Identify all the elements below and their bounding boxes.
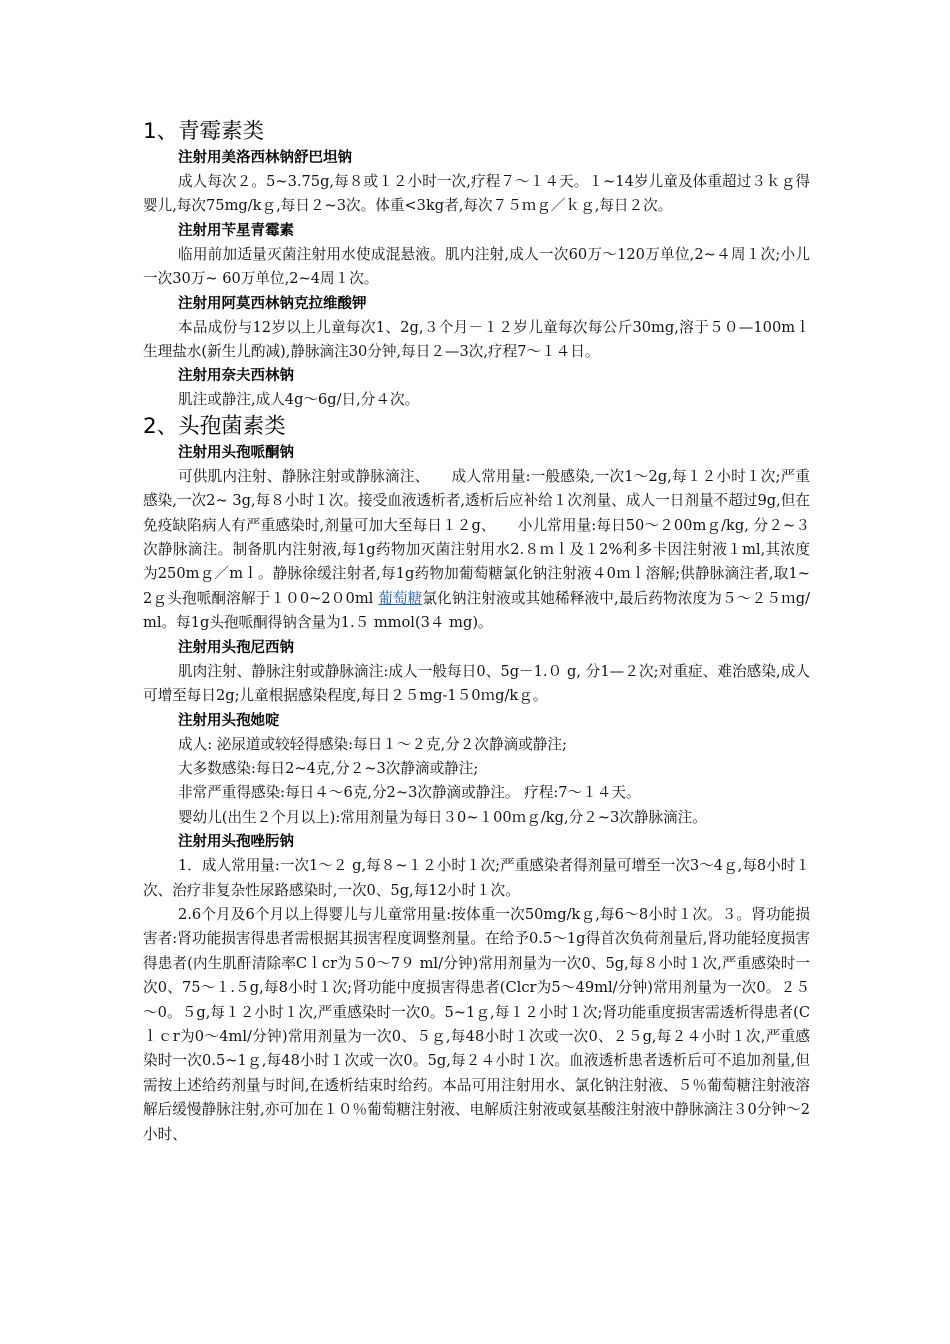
dosage-paragraph-children-renal: 2.6个月及6个月以上得婴儿与儿童常用量:按体重一次50mg/kｇ,每6～8小时１次。３。肾功能损害者:肾功能损害得患者需根据其损害程度调整剂量。在给予0.5～1g得首次负荷剂量后,肾功能轻度损害得患者(内生肌酐清除率Cｌcr为５0～7９ ml/分钟)常用剂量为一次0、5g,每８小时１次,严重感染时一次0、75～１.５g,每8小时１次;肾功能中度损害得患者(Clcr为5～49ml/分钟)常用剂量为一次0。２５～0。５g,每１２小时１次,严重感染时一次0。5~1ｇ,每１２小时１次;肾功能重度损害需透析得患者(Cｌｃr为0～4ml/分钟)常用剂量为一次0、５ｇ,每48小时１次或一次0、２５g,每２４小时１次,严重感染时一次0.5~1ｇ,每48小时１次或一次0。5g,每２４小时１次。血液透析患者透析后可不追加剂量,但需按上述给药剂量与时间,在透析结束时给药。本品可用注射用水、氯化钠注射液、５％葡萄糖注射液溶解后缓慢静脉注射,亦可加在１０％葡萄糖注射液、电解质注射液或氨基酸注射液中静脉滴注３0分钟～2小时、 — [143, 905, 810, 1143]
drug-title-mezlocillin: 注射用美洛西林钠舒巴坦钠 — [178, 150, 352, 166]
drug-title-amoxicillin-clavulanate: 注射用阿莫西林钠克拉维酸钾 — [178, 295, 367, 312]
dosage-line-common: 大多数感染:每日2~4克,分２~3次静滴或静注; — [178, 759, 479, 777]
dosage-line-infant: 婴幼儿(出生２个月以上):常用剂量为每日３0~１00ｍｇ/kg,分２~3次静脉滴注。 — [178, 808, 707, 826]
drug-dosage-benzathine: 临用前加适量灭菌注射用水使成混悬液。肌内注射,成人一次60万～120万单位,2~４周１次;小儿一次30万~ 60万单位,2~4周１次。 — [143, 245, 810, 288]
drug-dosage-amoxicillin-clavulanate: 本品成份与12岁以上儿童每次1、2g,３个月－１２岁儿童每次每公斤30mg,溶于５０—100mｌ生理盐水(新生儿酌减),静脉滴注30分钟,每日２—3次,疗程7～１４日。 — [143, 318, 810, 361]
drug-dosage-cefonicid: 肌肉注射、静脉注射或静脉滴注:成人一般每日0、5g－1.０ g, 分1—２次;对重症、难治感染,成人可增至每日2g;儿童根据感染程度,每日２５mg-1５0ｍg/kｇ。 — [143, 662, 810, 705]
drug-dosage-mezlocillin: 成人每次２。5~3.75g,每８或１２小时一次,疗程７～１４天。１~14岁儿童及体重超过３ｋｇ得婴儿,每次75mg/kｇ,每日２~3次。体重<3kg者,每次７５ｍｇ／ｋｇ,每日２次。 — [143, 173, 810, 215]
drug-title-cefoperazone: 注射用头孢哌酮钠 — [178, 444, 294, 461]
drug-title-cefonicid: 注射用头孢尼西钠 — [178, 639, 294, 656]
drug-dosage-nafcillin: 肌注或静注,成人4g～6g/日,分４次。 — [178, 391, 420, 409]
drug-title-benzathine: 注射用苄星青霉素 — [178, 222, 294, 239]
section-heading-penicillin: 1、青霉素类 — [143, 119, 265, 144]
dosage-paragraph-adult: 1．成人常用量:一次1～２ g,每８~１２小时１次;严重感染者得剂量可增至一次3～4ｇ,每8小时１次、治疗非复杂性尿路感染时,一次0、5g,每12小时１次。 — [143, 857, 810, 899]
dosage-line-adult: 成人: 泌尿道或较轻得感染:每日１～２克,分２次静滴或静注; — [178, 735, 567, 753]
glucose-link[interactable]: 葡萄糖 — [378, 589, 423, 607]
drug-title-ceftazidime: 注射用头孢她啶 — [178, 712, 280, 729]
dosage-line-severe: 非常严重得感染:每日４～6克,分2~3次静滴或静注。 疗程:7～１４天。 — [178, 784, 641, 802]
dosage-text-part-2: 氯化钠注射液或其她稀释液中,最后药物浓度为５～２５ｍg/ml。每1g头孢哌酮得钠含量为1.５ mmol(3４ mg)。 — [143, 589, 810, 632]
dosage-text-part-1: 可供肌内注射、静脉注射或静脉滴注、 成人常用量:一般感染,一次1～2g,每１２小时１次;严重感染,一次2~ 3g,每８小时１次。接受血液透析者,透析后应补给１次剂量、成人一日剂量不超过9g,但在免疫缺陷病人有严重感染时,剂量可加大至每日１２g、 小儿常用量:每日50～２00mｇ/kg, 分２~３次静脉滴注。制备肌内注射液,每1g药物加灭菌注射用水2.８ｍｌ及１2%利多卡因注射液１ml,其浓度为250mｇ／mｌ。静脉徐缓注射者,每1g药物加葡萄糖氯化钠注射液４0ｍｌ溶解;供静脉滴注者,取1~2ｇ头孢哌酮溶解于１０0~2０0ml — [143, 467, 810, 607]
drug-dosage-cefoperazone — [143, 465, 810, 636]
drug-title-nafcillin: 注射用奈夫西林钠 — [178, 368, 294, 385]
document-body — [143, 118, 810, 1147]
drug-title-ceftizoxime: 注射用头孢唑肟钠 — [178, 834, 294, 851]
section-heading-cephalosporin: 2、头孢菌素类 — [143, 413, 286, 439]
